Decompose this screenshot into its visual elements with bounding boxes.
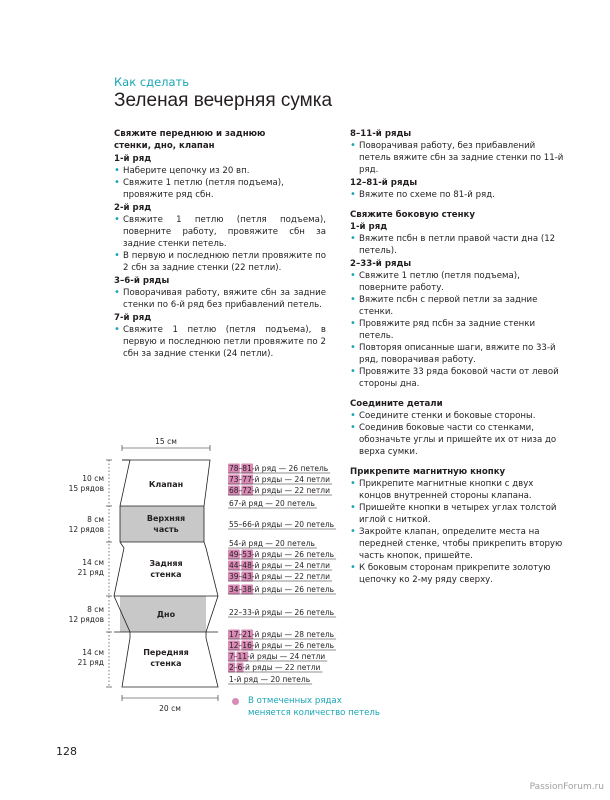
row-label: 17–21-й ряды — 28 петель: [229, 630, 335, 639]
heading-join: Соедините детали: [350, 399, 443, 409]
list-item: • Поворачивая работу, вяжите сбн за задние стенки по 6-й ряд без прибавлений петель.: [114, 287, 326, 311]
page-title: Зеленая вечерняя сумка: [114, 90, 333, 111]
list-rows-3-6: [114, 287, 326, 311]
part-back-2: стенка: [150, 570, 182, 579]
watermark: PassionForum.ru: [529, 782, 604, 792]
row-label: 73–77-й ряды — 24 петли: [229, 475, 330, 484]
row-label: 49–53-й ряды — 26 петель: [229, 550, 335, 559]
list-item: • Свяжите 1 петлю (петля подъема), в первую и последнюю петли провяжите по 2 сбн за задние стенки (24 петли).: [114, 324, 326, 360]
heading-rows-8-11: 8–11-й ряды: [350, 129, 412, 139]
list-item: • Соедините стенки и боковые стороны.: [350, 410, 565, 422]
list-item: • Провяжите 33 ряда боковой части от левой стороны дна.: [350, 366, 565, 390]
heading-rows-12-81: 12–81-й ряды: [350, 178, 418, 188]
heading-side-rows-2-33: 2–33-й ряды: [350, 259, 412, 269]
list-rows-12-81: [350, 189, 565, 201]
heading-rows-3-6: 3–6-й ряды: [114, 276, 170, 286]
row-label: 54-й ряд — 20 петель: [229, 539, 315, 548]
heading-walls-cont: стенки, дно, клапан: [114, 141, 215, 151]
height-back-cm: 14 см: [82, 558, 104, 567]
row-label: 55–66-й ряды — 20 петель: [229, 520, 335, 529]
heading-magnet: Прикрепите магнитную кнопку: [350, 467, 506, 477]
upper-part-band: [120, 506, 204, 542]
height-bottom-rows: 12 рядов: [68, 615, 104, 624]
heading-row-1: 1-й ряд: [114, 154, 152, 164]
bottom-width-label: 20 см: [159, 704, 181, 713]
list-item: • Наберите цепочку из 20 вп.: [114, 165, 326, 177]
list-item: • Свяжите 1 петлю (петля подъема), поверните работу.: [350, 270, 565, 294]
row-label: 78–81-й ряд — 26 петель: [229, 464, 329, 473]
list-row-7: [114, 324, 326, 360]
part-bottom: Дно: [156, 610, 176, 619]
height-back-rows: 21 ряд: [77, 568, 104, 577]
list-item: • Провяжите ряд псбн за задние стенки петель.: [350, 318, 565, 342]
row-label: 67-й ряд — 20 петель: [229, 499, 315, 508]
list-item: • К боковым сторонам прикрепите золотую цепочку ко 2-му ряду сверху.: [350, 562, 565, 586]
list-item: • В первую и последнюю петли провяжите по 2 сбн за задние стенки (22 петли).: [114, 250, 326, 274]
part-upper: Верхняя: [146, 514, 186, 523]
heading-side-row-1: 1-й ряд: [350, 222, 388, 232]
list-item: • Свяжите 1 петлю (петля подъема), поверните работу, провяжите сбн за задние стенки петель.: [114, 214, 326, 250]
heading-row-2: 2-й ряд: [114, 203, 152, 213]
list-side-rows-2-33: [350, 270, 565, 390]
list-item: • Закройте клапан, определите места на передней стенке, чтобы прикрепить вторую часть кнопок, пришейте.: [350, 526, 565, 562]
list-item: • Вяжите псбн с первой петли за задние стенки.: [350, 294, 565, 318]
row-label: 39–43-й ряды — 22 петли: [229, 572, 330, 581]
page-number: 128: [56, 745, 77, 758]
list-item: • Прикрепите магнитные кнопки с двух концов внутренней стороны клапана.: [350, 478, 565, 502]
part-flap: Клапан: [148, 480, 184, 489]
row-label: 34–38-й ряды — 26 петель: [229, 585, 335, 594]
row-label: 2–6-й ряды — 22 петли: [229, 663, 321, 672]
part-upper-2: часть: [153, 525, 179, 534]
height-front-cm: 14 см: [82, 648, 104, 657]
legend-line-2: меняется количество петель: [248, 708, 380, 718]
top-width-label: 15 см: [155, 437, 177, 446]
height-upper-cm: 8 см: [87, 515, 104, 524]
row-label: 12–16-й ряды — 26 петель: [229, 641, 335, 650]
list-item: • Повторяя описанные шаги, вяжите по 33-й ряд, поворачивая работу.: [350, 342, 565, 366]
list-magnet: [350, 478, 565, 586]
height-bottom-cm: 8 см: [87, 605, 104, 614]
list-item: • Вяжите по схеме по 81-й ряд.: [350, 189, 565, 201]
row-label: 1-й ряд — 20 петель: [229, 675, 311, 684]
list-join: [350, 410, 565, 458]
right-column: [350, 128, 565, 586]
list-row-1: [114, 165, 326, 201]
part-back: Задняя: [149, 559, 183, 568]
legend-line-1: В отмеченных рядах: [248, 696, 342, 706]
row-label: 22–33-й ряды — 26 петель: [229, 608, 335, 617]
part-front-2: стенка: [150, 659, 182, 668]
row-label: 44–48-й ряды — 24 петли: [229, 561, 330, 570]
list-rows-8-11: [350, 140, 565, 176]
bag-schema-diagram: [68, 432, 348, 717]
heading-row-7: 7-й ряд: [114, 313, 152, 323]
section-kicker: Как сделать: [114, 75, 190, 89]
height-flap-rows: 15 рядов: [68, 484, 104, 493]
list-row-2: [114, 214, 326, 274]
left-column: [114, 128, 326, 360]
marked-row-dot-icon: [232, 698, 239, 705]
height-front-rows: 21 ряд: [77, 658, 104, 667]
list-item: • Вяжите псбн в петли правой части дна (12 петель).: [350, 233, 565, 257]
list-item: • Поворачивая работу, без прибавлений петель вяжите сбн за задние стенки по 11-й ряд.: [350, 140, 565, 176]
list-item: • Соединив боковые части со стенками, обозначьте углы и пришейте их от низа до верха сумки.: [350, 422, 565, 458]
row-label: 7–11-й ряды — 24 петли: [229, 652, 326, 661]
list-side-row-1: [350, 233, 565, 257]
list-item: • Пришейте кнопки в четырех углах толстой иглой с ниткой.: [350, 502, 565, 526]
part-front: Передняя: [143, 648, 189, 657]
heading-walls: Свяжите переднюю и заднюю: [114, 129, 266, 139]
legend: [232, 695, 380, 719]
heading-side-wall: Свяжите боковую стенку: [350, 210, 475, 220]
list-item: • Свяжите 1 петлю (петля подъема), провяжите ряд сбн.: [114, 177, 326, 201]
height-upper-rows: 12 рядов: [68, 525, 104, 534]
height-flap-cm: 10 см: [82, 474, 104, 483]
row-annotations: [228, 464, 336, 685]
row-label: 68–72-й ряды — 22 петли: [229, 486, 330, 495]
